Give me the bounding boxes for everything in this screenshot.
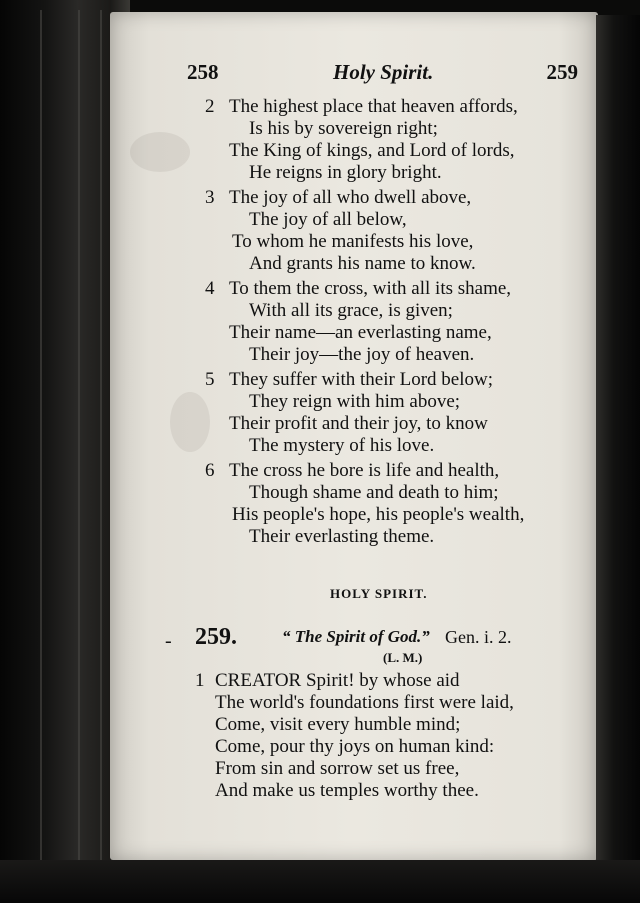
page-number-left: 258 (187, 60, 219, 84)
verse-line: From sin and sorrow set us free, (215, 758, 460, 779)
verse-line: And grants his name to know. (249, 253, 476, 274)
running-header (185, 60, 580, 90)
paper-stain (130, 132, 190, 172)
hymn-subject: “ The Spirit of God.” (282, 627, 430, 646)
verse-number: 6 (205, 460, 215, 481)
verse-number: 4 (205, 278, 215, 299)
verse-line: The highest place that heaven affords, (229, 96, 518, 117)
verse-line: The world's foundations first were laid, (215, 692, 514, 713)
verse-line: They reign with him above; (249, 391, 461, 412)
verse-line: Their profit and their joy, to know (229, 413, 488, 434)
verse-line: To whom he manifests his love, (232, 231, 474, 252)
hymn-258-continuation (205, 96, 585, 551)
hymn-number: 259. (195, 624, 237, 650)
verse-line: Is his by sovereign right; (249, 118, 438, 139)
verse-line: Their name—an everlasting name, (229, 322, 492, 343)
verse (205, 460, 585, 548)
verse-number: 5 (205, 369, 215, 390)
spine-crease (78, 10, 80, 860)
spine-crease (100, 10, 102, 860)
verse-line: The mystery of his love. (249, 435, 435, 456)
verse-line: CREATOR Spirit! by whose aid (215, 670, 460, 691)
verse-line: Though shame and death to him; (249, 482, 499, 503)
hymn-heading (165, 624, 595, 650)
verse-line: And make us temples worthy thee. (215, 780, 479, 801)
verse-line: They suffer with their Lord below; (229, 369, 493, 390)
verse-number: 1 (195, 670, 205, 691)
verse (205, 187, 585, 275)
hymn-meter: (L. M.) (383, 650, 423, 665)
verse-number: 2 (205, 96, 215, 117)
verse-line: The joy of all below, (249, 209, 407, 230)
verse (205, 96, 585, 184)
page-right-edge (596, 15, 640, 903)
page-number-right: 259 (546, 60, 578, 84)
scripture-reference: Gen. i. 2. (445, 627, 512, 647)
verse-line: Their joy—the joy of heaven. (249, 344, 475, 365)
section-title: HOLY SPIRIT. (330, 586, 428, 601)
paper-stain (170, 392, 210, 452)
verse-number: 3 (205, 187, 215, 208)
verse-line: With all its grace, is given; (249, 300, 453, 321)
running-title: Holy Spirit. (333, 60, 434, 84)
verse-line: The cross he bore is life and health, (229, 460, 500, 481)
verse (205, 278, 585, 366)
verse-line: His people's hope, his people's wealth, (232, 504, 525, 525)
verse-line: The joy of all who dwell above, (229, 187, 472, 208)
verse-line: Their everlasting theme. (249, 526, 435, 547)
verse-line: The King of kings, and Lord of lords, (229, 140, 515, 161)
verse-line: Come, visit every humble mind; (215, 714, 461, 735)
page-bottom-edge (0, 860, 640, 903)
margin-dash: - (165, 630, 172, 652)
verse (205, 369, 585, 457)
verse-line: He reigns in glory bright. (249, 162, 442, 183)
verse-line: To them the cross, with all its shame, (229, 278, 512, 299)
spine-crease (40, 10, 42, 860)
verse-line: Come, pour thy joys on human kind: (215, 736, 495, 757)
